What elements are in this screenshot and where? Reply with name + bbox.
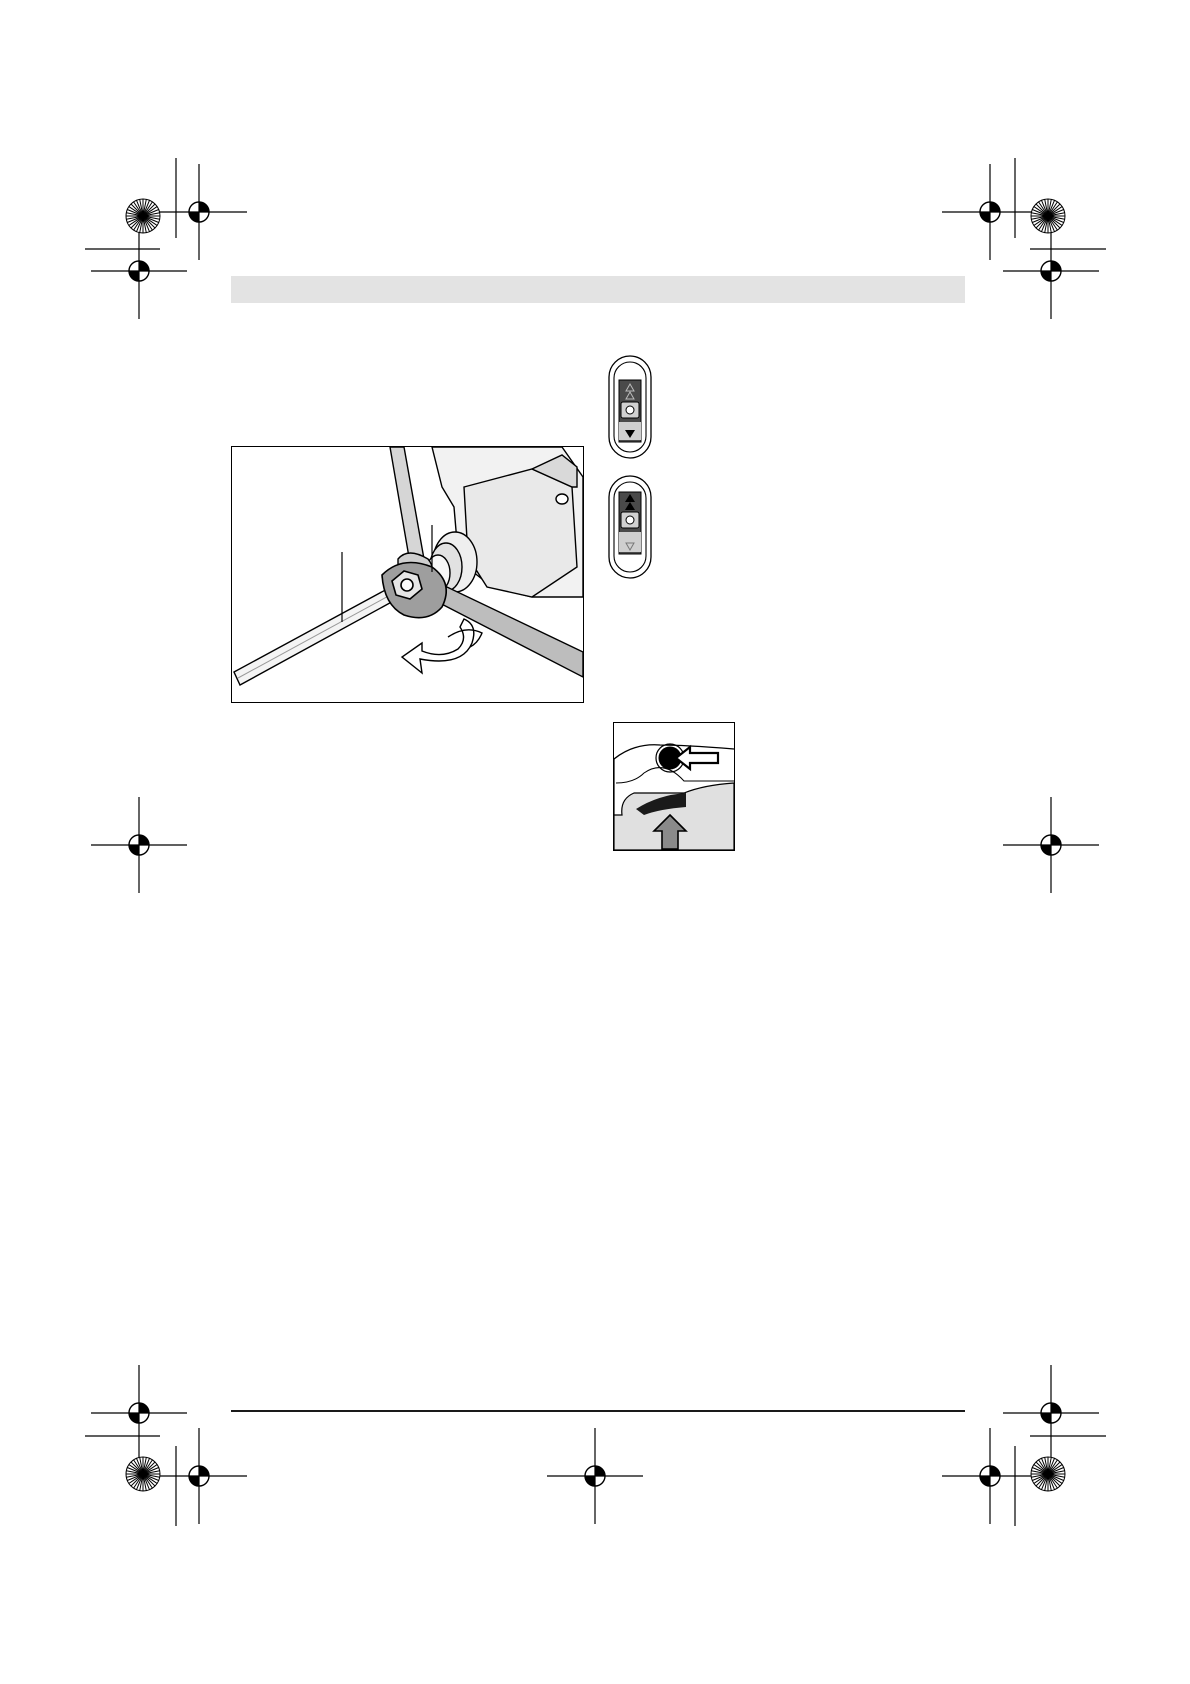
wrench-tightening-illustration bbox=[231, 446, 584, 703]
trigger-lock-illustration bbox=[613, 722, 735, 851]
wrench-head-nut bbox=[382, 563, 446, 618]
drill-bit-shank bbox=[234, 581, 408, 685]
rotation-arrow-icon bbox=[402, 619, 482, 673]
wrench-drawing bbox=[232, 447, 583, 702]
rotation-selector-switch-icon bbox=[607, 354, 653, 460]
rotation-selector-switch-icon bbox=[607, 474, 653, 580]
switch-drawing-1 bbox=[607, 354, 653, 460]
switch-drawing-2 bbox=[607, 474, 653, 580]
trigger-drawing bbox=[614, 723, 734, 850]
lower-wrench bbox=[428, 587, 583, 677]
